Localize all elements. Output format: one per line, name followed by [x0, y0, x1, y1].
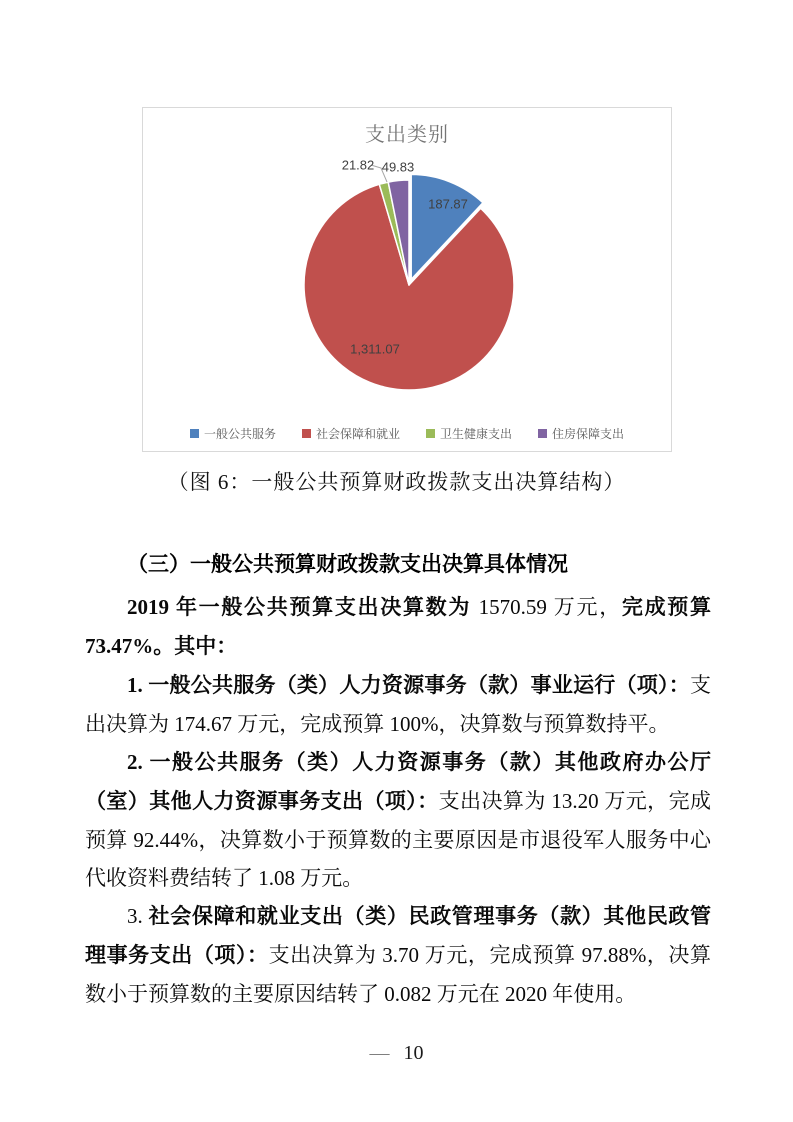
- text-segment: 支出决算为 174.67 万元，完成预算 100%，决算数与预算数持平。: [85, 673, 712, 736]
- text-segment: 一般公共服务（类）人力资源事务（款）其他政府办公厅（室）其他人力资源事务支出（项）：: [85, 751, 712, 813]
- legend-item: [538, 425, 624, 442]
- legend-item: [190, 425, 276, 442]
- text-segment: 支出决算为 3.70 万元，完成预算 97.88%，决算数小于预算数的主要原因结转了 0.082 万元在 2020 年使用。: [85, 943, 712, 1006]
- text-segment: 一般公共服务（类）人力资源事务（款）事业运行（项）：: [148, 674, 691, 697]
- pie-chart-figure: [142, 107, 672, 452]
- legend-swatch-icon: [426, 429, 435, 438]
- paragraph-item-3: [85, 897, 711, 1013]
- text-segment: 2019: [127, 595, 176, 619]
- text-segment: 3.: [127, 904, 149, 928]
- legend-label: 社会保障和就业: [315, 427, 400, 441]
- text-segment: 支出决算为 13.20 万元，完成预算 92.44%，决算数小于预算数的主要原因是市退役军人服务中心代收资料费结转了 1.08 万元。: [85, 789, 712, 890]
- text-segment: 1570.59 万元，: [478, 595, 622, 619]
- document-body: [85, 546, 711, 1013]
- page-footer: [0, 1038, 793, 1068]
- legend-swatch-icon: [302, 429, 311, 438]
- legend-item: [302, 425, 400, 442]
- text-segment: 1.: [127, 673, 149, 697]
- pie-data-label: 187.87: [428, 196, 468, 212]
- page-number: 10: [403, 1042, 424, 1064]
- text-segment: 2.: [127, 750, 150, 774]
- legend-label: 一般公共服务: [203, 427, 276, 441]
- text-segment: 完成预算: [621, 596, 712, 619]
- legend-label: 卫生健康支出: [440, 427, 513, 441]
- text-segment: 年一般公共预算支出决算数为: [175, 596, 479, 619]
- section-heading: （三）一般公共预算财政拨款支出决算具体情况: [127, 553, 568, 576]
- legend-swatch-icon: [190, 429, 199, 438]
- figure-caption: （图 6：一般公共预算财政拨款支出决算结构）: [167, 470, 626, 494]
- pie-chart: [143, 108, 673, 453]
- chart-legend: [143, 425, 671, 442]
- pie-data-label: 21.82: [341, 157, 375, 173]
- text-segment: 其中：: [174, 635, 238, 658]
- pie-data-label: 1,311.07: [350, 341, 400, 357]
- chart-title: 支出类别: [365, 124, 449, 146]
- paragraph-budget-summary: [85, 588, 711, 666]
- legend-item: [426, 425, 512, 442]
- paragraph-item-1: [85, 666, 711, 743]
- text-segment: 73.47%。: [85, 634, 175, 658]
- pie-data-label: 49.83: [381, 159, 415, 175]
- legend-swatch-icon: [538, 429, 547, 438]
- text-segment: 社会保障和就业支出（类）民政管理事务（款）其他民政管理事务支出（项）：: [85, 905, 711, 967]
- legend-label: 住房保障支出: [552, 427, 625, 441]
- paragraph-item-2: [85, 743, 711, 897]
- footer-dash: —: [369, 1042, 390, 1064]
